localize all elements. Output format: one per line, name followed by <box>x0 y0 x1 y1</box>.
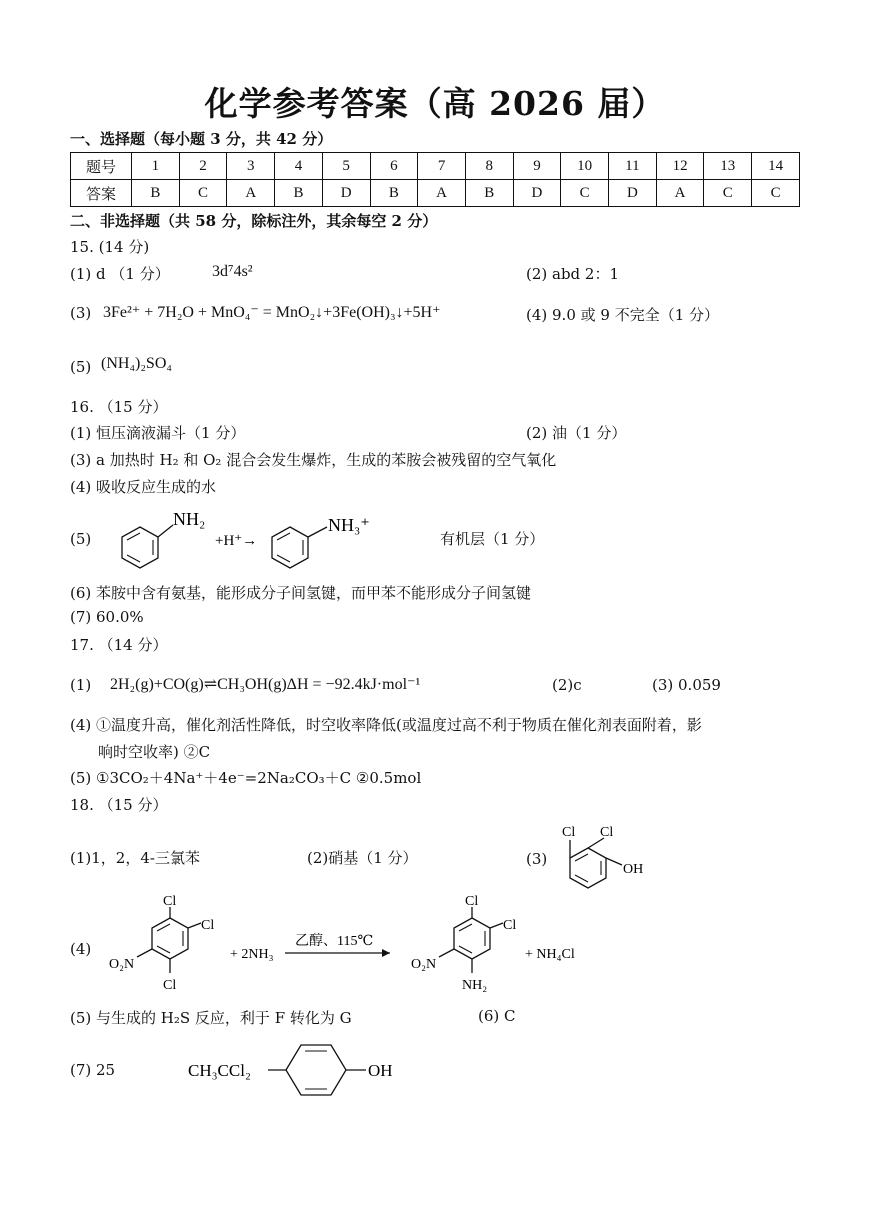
table-header-cell: 题号 <box>71 153 132 180</box>
q17-answer-3: (3) 0.059 <box>652 676 721 694</box>
q15-answer-5-label: (5) <box>70 358 92 376</box>
table-cell: B <box>465 180 513 207</box>
table-cell: C <box>704 180 752 207</box>
table-cell: 11 <box>609 153 657 180</box>
table-cell: A <box>227 180 275 207</box>
q16-answer-5-label: (5) <box>70 530 92 548</box>
nitration-amination-equation <box>105 893 625 1003</box>
q15-answer-1-config: 3d⁷4s² <box>212 263 253 280</box>
q16-answer-4: (4) 吸收反应生成的水 <box>70 478 217 496</box>
table-cell: C <box>179 180 227 207</box>
nitro-label: O₂N <box>109 957 135 972</box>
q18-heading: 18. （15 分） <box>70 796 168 814</box>
aniline-equation <box>115 505 415 575</box>
q16-answer-7: (7) 60.0% <box>70 608 144 626</box>
arrow-head <box>382 949 390 957</box>
q16-answer-1: (1) 恒压滴液漏斗（1 分） <box>70 424 246 442</box>
hydroxyl-label: OH <box>368 1061 393 1080</box>
nitro-label: O₂N <box>411 957 437 972</box>
q15-answer-1: (1) d （1 分） <box>70 265 170 283</box>
double-bond <box>157 946 170 953</box>
double-bond <box>157 924 170 931</box>
table-cell: 6 <box>370 153 418 180</box>
q15-answer-2: (2) abd 2：1 <box>526 265 620 283</box>
answer-table <box>70 152 800 207</box>
plus-proton-arrow: +H⁺→ <box>215 533 258 549</box>
q18-answer-7-label: (7) 25 <box>70 1061 116 1079</box>
q16-answer-2: (2) 油（1 分） <box>526 424 627 442</box>
chloro-label: Cl <box>465 894 479 909</box>
phenol-derivative-structure <box>188 1040 408 1100</box>
table-cell: D <box>609 180 657 207</box>
table-cell: 7 <box>418 153 466 180</box>
table-cell: 9 <box>513 153 561 180</box>
c-n-bond <box>158 525 173 537</box>
table-cell: 2 <box>179 153 227 180</box>
dichlorophenol-structure <box>560 820 670 890</box>
ammonium-group-label: NH₃⁺ <box>328 515 370 535</box>
double-bond <box>575 875 588 882</box>
q15-answer-4: (4) 9.0 或 9 不完全（1 分） <box>526 306 720 324</box>
benzene-ring <box>286 1045 346 1095</box>
table-cell: 5 <box>322 153 370 180</box>
table-cell: 12 <box>656 153 704 180</box>
table-cell: C <box>752 180 800 207</box>
table-cell: D <box>513 180 561 207</box>
q15-answer-3-equation: 3Fe²⁺ + 7H₂O + MnO₄⁻ = MnO₂↓+3Fe(OH)₃↓+5H⁺ <box>103 304 441 321</box>
q18-answer-1: (1)1，2，4-三氯苯 <box>70 849 200 867</box>
table-cell: B <box>370 180 418 207</box>
q18-answer-3-label: (3) <box>526 850 548 868</box>
table-cell: 1 <box>132 153 180 180</box>
chloro-label: Cl <box>600 825 614 840</box>
table-cell: 8 <box>465 153 513 180</box>
dichloroethyl-group-label: CH₃CCl₂ <box>188 1061 251 1080</box>
table-cell: A <box>656 180 704 207</box>
table-cell: D <box>322 180 370 207</box>
q16-answer-6: (6) 苯胺中含有氨基，能形成分子间氢键，而甲苯不能形成分子间氢键 <box>70 584 532 602</box>
double-bond <box>575 854 588 861</box>
double-bond <box>459 946 472 953</box>
q17-answer-1-equation: 2H₂(g)+CO(g)⇌CH₃OH(g)ΔH = −92.4kJ·mol⁻¹ <box>110 676 421 693</box>
section-choice-heading: 一、选择题（每小题 3 分，共 42 分） <box>70 130 333 148</box>
chloro-label: Cl <box>163 894 177 909</box>
chloro-label: Cl <box>201 918 215 933</box>
c-n-bond <box>137 949 152 957</box>
chloro-label: Cl <box>562 825 576 840</box>
q16-answer-3: (3) a 加热时 H₂ 和 O₂ 混合会发生爆炸，生成的苯胺会被残留的空气氧化 <box>70 451 557 469</box>
table-header-cell: 答案 <box>71 180 132 207</box>
table-cell: 4 <box>275 153 323 180</box>
reaction-condition: 乙醇、115℃ <box>295 934 374 949</box>
amine-label: NH₂ <box>462 978 488 993</box>
double-bond <box>277 533 290 540</box>
amine-group-label: NH₂ <box>173 509 206 529</box>
double-bond <box>127 555 140 562</box>
table-row <box>71 153 800 180</box>
q15-heading: 15. (14 分) <box>70 238 150 256</box>
c-n-bond <box>308 527 327 537</box>
double-bond <box>127 533 140 540</box>
q17-answer-4-line2: 响时空收率) ②C <box>98 743 211 761</box>
double-bond <box>459 924 472 931</box>
q15-answer-5-formula: (NH₄)₂SO₄ <box>101 355 172 372</box>
table-cell: 3 <box>227 153 275 180</box>
q17-answer-2: (2)c <box>552 676 582 694</box>
table-cell: A <box>418 180 466 207</box>
table-cell: 10 <box>561 153 609 180</box>
q18-answer-4-label: (4) <box>70 940 92 958</box>
q18-answer-2: (2)硝基（1 分） <box>307 849 418 867</box>
table-cell: 14 <box>752 153 800 180</box>
q18-answer-5: (5) 与生成的 H₂S 反应，利于 F 转化为 G <box>70 1009 352 1027</box>
table-cell: B <box>132 180 180 207</box>
q17-answer-1-label: (1) <box>70 676 92 694</box>
c-n-bond <box>439 949 454 957</box>
q17-answer-4-line1: (4) ①温度升高，催化剂活性降低，时空收率降低(或温度过高不利于物质在催化剂表面附着，影 <box>70 716 702 734</box>
q17-heading: 17. （14 分） <box>70 636 168 654</box>
double-bond <box>277 555 290 562</box>
ammonium-chloride-product: + NH₄Cl <box>525 947 575 962</box>
table-row <box>71 180 800 207</box>
c-o-bond <box>606 858 622 865</box>
c-cl-bond <box>188 923 201 928</box>
c-cl-bond <box>490 923 503 928</box>
q18-answer-6: (6) C <box>478 1007 516 1025</box>
q15-answer-3-label: (3) <box>70 304 92 322</box>
q16-heading: 16. （15 分） <box>70 398 168 416</box>
ammonia-reagent: + 2NH₃ <box>230 947 274 962</box>
table-cell: C <box>561 180 609 207</box>
q16-answer-5-note: 有机层（1 分） <box>440 530 545 548</box>
table-cell: B <box>275 180 323 207</box>
section-nonchoice-heading: 二、非选择题（共 58 分，除标注外，其余每空 2 分） <box>70 212 438 230</box>
hydroxyl-label: OH <box>623 862 644 877</box>
chloro-label: Cl <box>163 978 177 993</box>
table-cell: 13 <box>704 153 752 180</box>
page-title: 化学参考答案（高 2026 届） <box>204 84 666 123</box>
q17-answer-5: (5) ①3CO₂＋4Na⁺＋4e⁻=2Na₂CO₃＋C ②0.5mol <box>70 769 422 787</box>
chloro-label: Cl <box>503 918 517 933</box>
